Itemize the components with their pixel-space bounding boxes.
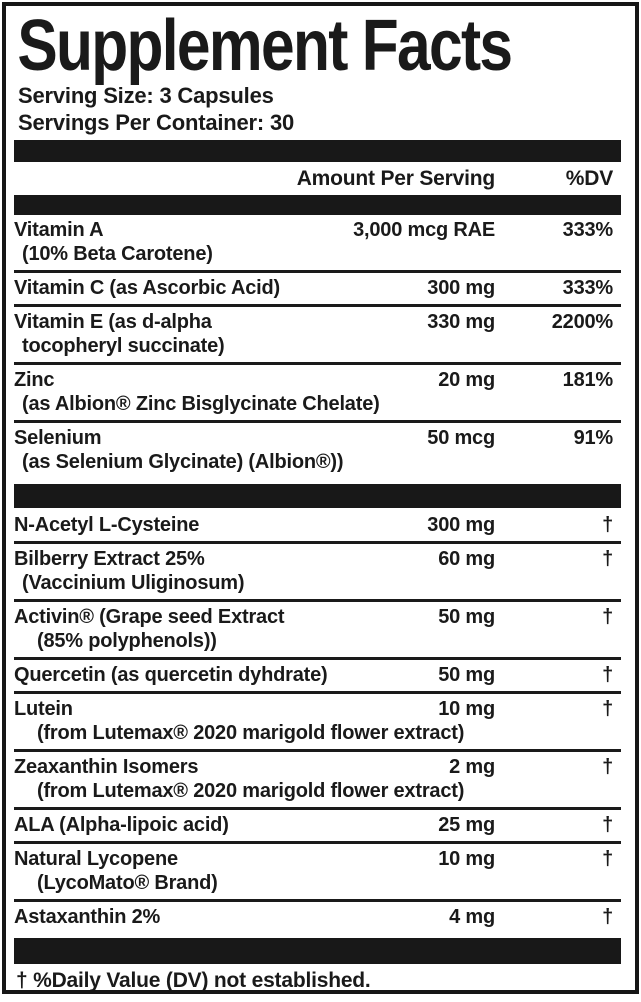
- serving-size: Serving Size: 3 Capsules: [18, 83, 274, 108]
- ingredient-amount: 50 mg: [438, 664, 495, 686]
- divider-bar: [14, 938, 621, 964]
- ingredient-detail: (Vaccinium Uliginosum): [22, 572, 245, 594]
- ingredient-detail: (10% Beta Carotene): [22, 243, 213, 265]
- table-row-main: [14, 426, 621, 450]
- divider-bar: [14, 484, 621, 508]
- ingredient-amount: 50 mg: [438, 606, 495, 628]
- table-row: [14, 899, 621, 933]
- supplement-facts-label: [2, 2, 639, 994]
- table-row-main: [14, 368, 621, 392]
- ingredient-amount: 3,000 mcg RAE: [353, 219, 495, 241]
- table-row-main: [14, 663, 621, 687]
- column-header-amount: Amount Per Serving: [296, 167, 495, 190]
- label-title: Supplement Facts: [17, 6, 512, 86]
- ingredient-amount: 10 mg: [438, 848, 495, 870]
- ingredient-name: ALA (Alpha-lipoic acid): [14, 814, 229, 836]
- footnote: † %Daily Value (DV) not established.: [16, 969, 371, 992]
- ingredient-dv: †: [602, 906, 613, 928]
- table-row: [14, 599, 621, 657]
- ingredient-amount: 330 mg: [427, 311, 495, 333]
- ingredient-name: Activin® (Grape seed Extract: [14, 606, 285, 628]
- table-row-main: [14, 276, 621, 300]
- ingredient-name: Natural Lycopene: [14, 848, 178, 870]
- ingredient-dv: 91%: [573, 427, 613, 449]
- table-row-main: [14, 847, 621, 871]
- table-row-main: [14, 813, 621, 837]
- table-row: [14, 541, 621, 599]
- ingredient-detail: (as Albion® Zinc Bisglycinate Chelate): [22, 393, 380, 415]
- ingredient-dv: †: [602, 548, 613, 570]
- table-row-main: [14, 905, 621, 929]
- table-row: [14, 807, 621, 841]
- ingredient-name: Vitamin C (as Ascorbic Acid): [14, 277, 280, 299]
- ingredient-detail: (LycoMato® Brand): [37, 872, 218, 894]
- ingredient-amount: 20 mg: [438, 369, 495, 391]
- table-row-main: [14, 697, 621, 721]
- servings-per-container: Servings Per Container: 30: [18, 110, 295, 135]
- table-row: [14, 362, 621, 420]
- ingredient-dv: 2200%: [551, 311, 613, 333]
- table-row-main: [14, 605, 621, 629]
- ingredient-dv: †: [602, 848, 613, 870]
- table-row: [14, 510, 621, 541]
- ingredient-dv: †: [602, 664, 613, 686]
- ingredient-amount: 60 mg: [438, 548, 495, 570]
- ingredient-name: Vitamin E (as d-alpha: [14, 311, 212, 333]
- ingredient-name: Selenium: [14, 427, 102, 449]
- ingredient-amount: 50 mcg: [427, 427, 495, 449]
- table-row: [14, 657, 621, 691]
- ingredient-amount: 2 mg: [449, 756, 495, 778]
- ingredient-dv: †: [602, 814, 613, 836]
- ingredient-dv: 333%: [562, 219, 613, 241]
- ingredient-name: Vitamin A: [14, 219, 104, 241]
- divider-bar: [14, 195, 621, 215]
- ingredient-dv: 333%: [562, 277, 613, 299]
- ingredient-name: N-Acetyl L-Cysteine: [14, 514, 200, 536]
- ingredient-name: Bilberry Extract 25%: [14, 548, 205, 570]
- table-row: [14, 420, 621, 478]
- table-row: [14, 841, 621, 899]
- table-row: [14, 215, 621, 270]
- table-row-main: [14, 310, 621, 334]
- table-row: [14, 270, 621, 304]
- divider-bar: [14, 140, 621, 162]
- ingredient-dv: †: [602, 756, 613, 778]
- ingredient-name: Zeaxanthin Isomers: [14, 756, 199, 778]
- ingredient-detail: (from Lutemax® 2020 marigold flower extract): [37, 722, 465, 744]
- column-header-dv: %DV: [565, 167, 613, 190]
- ingredient-name: Zinc: [14, 369, 55, 391]
- ingredient-detail: (85% polyphenols)): [37, 630, 217, 652]
- ingredient-detail: (from Lutemax® 2020 marigold flower extract): [37, 780, 465, 802]
- table-row-main: [14, 755, 621, 779]
- ingredient-amount: 4 mg: [449, 906, 495, 928]
- ingredient-amount: 25 mg: [438, 814, 495, 836]
- table-row: [14, 691, 621, 749]
- ingredient-name: Lutein: [14, 698, 73, 720]
- ingredient-amount: 10 mg: [438, 698, 495, 720]
- table-header: [14, 162, 621, 195]
- ingredient-dv: 181%: [562, 369, 613, 391]
- table-row-main: [14, 547, 621, 571]
- ingredient-amount: 300 mg: [427, 277, 495, 299]
- ingredient-dv: †: [602, 606, 613, 628]
- ingredient-detail: (as Selenium Glycinate) (Albion®)): [22, 451, 344, 473]
- table-row-main: [14, 513, 621, 537]
- nutrient-table: [14, 215, 621, 933]
- table-row: [14, 749, 621, 807]
- ingredient-dv: †: [602, 698, 613, 720]
- ingredient-name: Quercetin (as quercetin dyhdrate): [14, 664, 328, 686]
- table-row: [14, 304, 621, 362]
- ingredient-name: Astaxanthin 2%: [14, 906, 161, 928]
- table-row-main: [14, 218, 621, 242]
- ingredient-dv: †: [602, 514, 613, 536]
- ingredient-amount: 300 mg: [427, 514, 495, 536]
- ingredient-detail: tocopheryl succinate): [22, 335, 225, 357]
